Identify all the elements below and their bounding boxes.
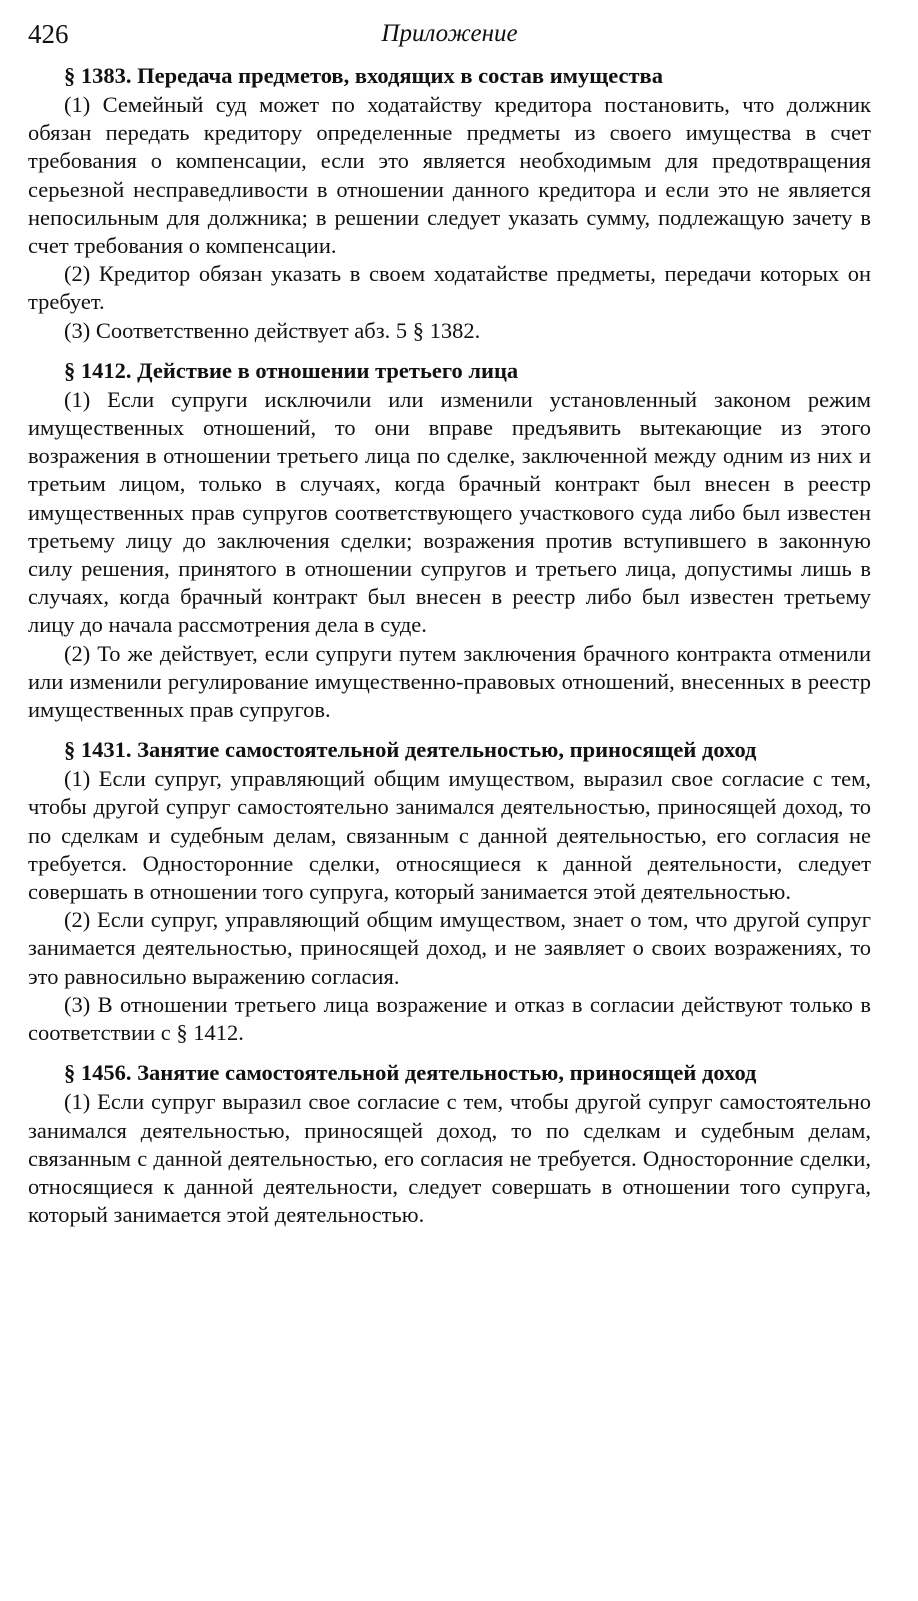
paragraph: (1) Если супруг выразил свое согласие с тем, чтобы другой супруг самостоятельно занимался деятельностью, приносящей доход, то по сделкам и судебным делам, связанным с данной деятельностью, его согласия не требуется. Односторонние сделки, относящиеся к данной деятельности, следует совершать в отношении того супруга, который занимается этой деятельностью. xyxy=(28,1089,871,1228)
page-number: 426 xyxy=(28,19,69,49)
running-head xyxy=(28,16,871,56)
paragraph: (2) То же действует, если супруги путем заключения брачного контракта отменили или изменили регулирование имущественно-правовых отношений, внесенных в реестр имущественных прав супругов. xyxy=(28,640,871,723)
book-page xyxy=(28,16,871,1241)
paragraph: (3) В отношении третьего лица возражение и отказ в согласии действуют только в соответствии с § 1412. xyxy=(28,991,871,1046)
section-heading: § 1431. Занятие самостоятельной деятельностью, приносящей доход xyxy=(64,737,757,763)
section-1383 xyxy=(28,62,871,345)
paragraph: (2) Кредитор обязан указать в своем ходатайстве предметы, передачи которых он требует. xyxy=(28,261,871,315)
section-heading: § 1383. Передача предметов, входящих в состав имущества xyxy=(64,63,663,88)
section-heading: § 1412. Действие в отношении третьего лица xyxy=(64,357,519,383)
running-title: Приложение xyxy=(381,20,518,47)
paragraph: (1) Если супруги исключили или изменили установленный законом режим имущественных отношений, то они вправе предъявить вытекающие из этого возражения в отношении третьего лица по сделке, заключенной между одним из них и третьим лицом, только в случаях, когда брачный контракт был внесен в реестр имущественных прав супругов соответствующего участкового суда либо был известен третьему лицу до заключения сделки; возражения против вступившего в законную силу решения, принятого в отношении супругов и третьего лица, допустимы лишь в случаях, когда брачный контракт был внесен в реестр либо был известен третьему лицу до начала рассмотрения дела в суде. xyxy=(28,386,871,638)
paragraph: (1) Семейный суд может по ходатайству кредитора постановить, что должник обязан передать кредитору определенные предметы из своего имущества в счет требования о компенсации, если это является необходимым для предотвращения серьезной несправедливости в отношении данного кредитора и если это не является непосильным для должника; в решении следует указать сумму, подлежащую зачету в счет требования о компенсации. xyxy=(28,92,871,259)
section-1456 xyxy=(28,1059,871,1229)
section-1412 xyxy=(28,357,871,724)
section-heading: § 1456. Занятие самостоятельной деятельностью, приносящей доход xyxy=(64,1060,757,1086)
paragraph: (1) Если супруг, управляющий общим имуществом, выразил свое согласие с тем, чтобы другой супруг самостоятельно занимался деятельностью, приносящей доход, то по сделкам и судебным делам, связанным с данной деятельностью, его согласия не требуется. Односторонние сделки, относящиеся к данной деятельности, следует совершать в отношении того супруга, который занимается этой деятельностью. xyxy=(28,766,871,905)
section-1431 xyxy=(28,736,871,1047)
paragraph: (3) Соответственно действует абз. 5 § 1382. xyxy=(64,317,481,343)
paragraph: (2) Если супруг, управляющий общим имуществом, знает о том, что другой супруг занимается деятельностью, приносящей доход, и не заявляет о своих возражениях, то это равносильно выражению согласия. xyxy=(28,907,871,989)
